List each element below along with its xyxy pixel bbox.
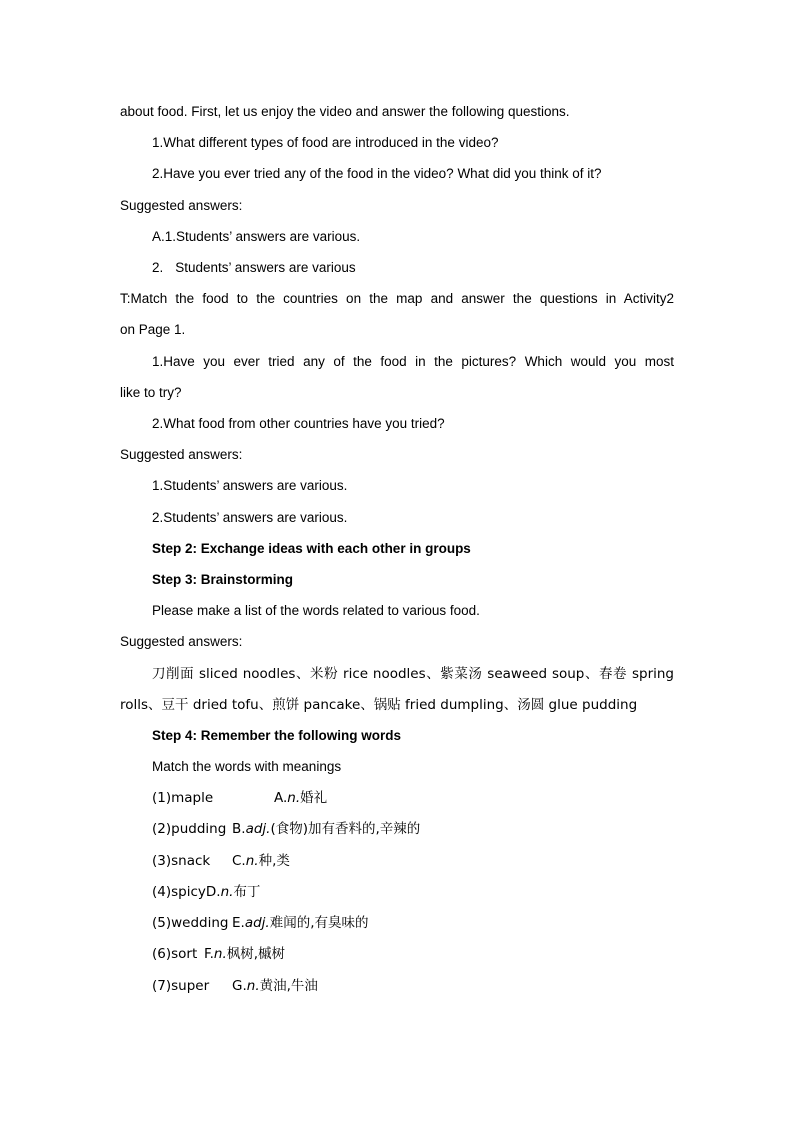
food-words-line2: rolls、豆干 dried tofu、煎饼 pancake、锅贴 fried dumpling、汤圆 glue pudding xyxy=(120,697,638,713)
match-meaning: E.adj.难闻的,有臭味的 xyxy=(232,915,369,931)
activity2-instruction-line2: on Page 1. xyxy=(120,322,186,337)
activity2-instruction-line1: T:Match the food to the countries on the map and answer the questions in Activity2 xyxy=(120,291,674,306)
match-word: (4)spicy xyxy=(152,884,206,900)
match-item xyxy=(152,788,674,808)
suggested-answers-label: Suggested answers: xyxy=(120,447,243,462)
match-item xyxy=(152,976,674,996)
video-answer-2 xyxy=(152,258,674,278)
step4-instruction: Match the words with meanings xyxy=(152,759,342,774)
match-meaning: F.n.枫树,槭树 xyxy=(204,946,286,962)
activity2-answer-1: 1.Students’ answers are various. xyxy=(152,478,348,493)
suggested-answers-label: Suggested answers: xyxy=(120,198,243,213)
video-question-2: 2.Have you ever tried any of the food in the video? What did you think of it? xyxy=(152,166,602,181)
food-words-line1: 刀削面 sliced noodles、米粉 rice noodles、紫菜汤 seaweed soup、春卷 spring xyxy=(152,666,674,682)
activity2-question-2: 2.What food from other countries have you tried? xyxy=(152,416,445,431)
match-meaning: C.n.种,类 xyxy=(232,853,290,869)
activity2-question-1-line1: 1.Have you ever tried any of the food in the pictures? Which would you most xyxy=(152,354,674,369)
activity2-answer-2: 2.Students’ answers are various. xyxy=(152,510,348,525)
step3-instruction: Please make a list of the words related to various food. xyxy=(152,603,480,618)
video-answer-1: A.1.Students’ answers are various. xyxy=(152,229,361,244)
answer-number: 2. xyxy=(152,260,164,275)
match-meaning: B.adj.(食物)加有香料的,辛辣的 xyxy=(232,821,421,837)
answer-text: Students’ answers are various xyxy=(175,260,356,275)
match-meaning: A.n.婚礼 xyxy=(274,790,328,806)
step3-heading: Step 3: Brainstorming xyxy=(152,572,294,587)
match-word: (7)super xyxy=(152,978,210,994)
video-question-1: 1.What different types of food are introduced in the video? xyxy=(152,135,499,150)
match-meaning: G.n.黄油,牛油 xyxy=(232,978,318,994)
match-item xyxy=(152,851,674,871)
match-word: (5)wedding xyxy=(152,915,229,931)
match-word: (6)sort xyxy=(152,946,198,962)
match-word: (3)snack xyxy=(152,853,211,869)
step4-heading: Step 4: Remember the following words xyxy=(152,728,402,743)
step2-heading: Step 2: Exchange ideas with each other in groups xyxy=(152,541,471,556)
match-meaning: D.n.布丁 xyxy=(205,884,261,900)
match-item xyxy=(152,944,674,964)
intro-line: about food. First, let us enjoy the video and answer the following questions. xyxy=(120,104,570,119)
match-item xyxy=(152,882,674,902)
match-word: (1)maple xyxy=(152,790,214,806)
match-item xyxy=(152,913,674,933)
activity2-question-1-line2: like to try? xyxy=(120,385,182,400)
match-item xyxy=(152,819,674,839)
suggested-answers-label: Suggested answers: xyxy=(120,634,243,649)
match-word: (2)pudding xyxy=(152,821,227,837)
